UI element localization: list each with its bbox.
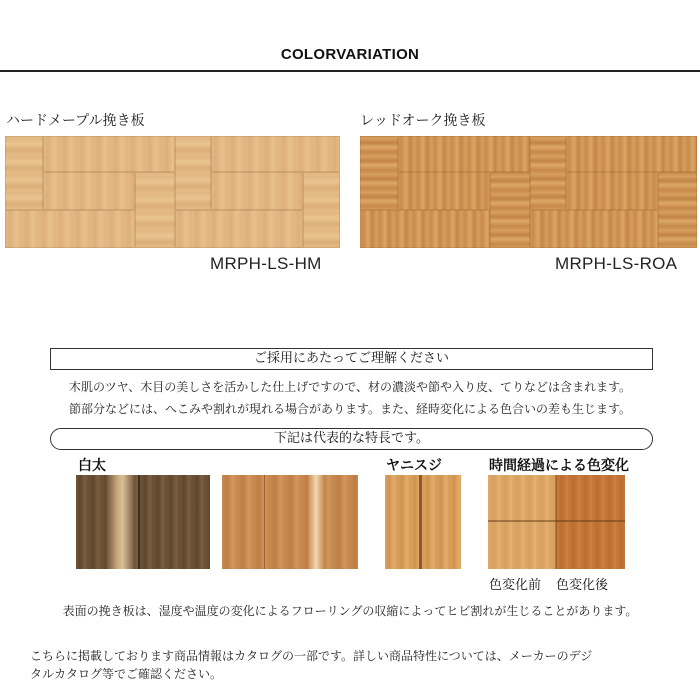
sapwood-photo-2 [222,475,358,569]
notice-line-2: 節部分などには、へこみや割れが現れる場合があります。また、経時変化による色合いの差も生じます。 [68,402,632,416]
title-divider [0,70,700,72]
variant-name-hard-maple: ハードメープル挽き板 [6,113,145,129]
swatch-hard-maple [5,136,340,248]
swatch-red-oak [360,136,697,248]
notice-line-1: 木肌のツヤ、木目の美しさを活かした仕上げですので、材の濃淡や節や入り皮、てりなどは含まれます。 [68,380,632,394]
crack-note: 表面の挽き板は、湿度や温度の変化によるフローリングの収縮によってヒビ割れが生じることがあります。 [62,604,638,618]
feature-label-resin-streak: ヤニスジ [386,458,442,474]
footer-line-1: こちらに掲載しております商品情報はカタログの一部です。詳しい商品特性については、メーカーのデジ [30,649,593,663]
product-code-red-oak: MRPH-LS-ROA [555,254,678,273]
product-code-hard-maple: MRPH-LS-HM [210,254,322,273]
color-change-photo [488,475,625,569]
footer-line-2: タルカタログ等でご確認ください。 [30,667,223,681]
variant-name-red-oak: レッドオーク挽き板 [360,113,486,129]
feature-label-sapwood: 白太 [78,458,106,474]
features-title: 下記は代表的な特長です。 [50,428,653,450]
caption-after: 色変化後 [556,578,609,593]
caption-before: 色変化前 [489,578,542,593]
sapwood-photo-1 [76,475,210,569]
notice-title: ご採用にあたってご理解ください [50,348,653,370]
feature-label-color-change: 時間経過による色変化 [489,458,629,474]
resin-streak-photo [385,475,461,569]
page-title: COLORVARIATION [280,46,420,63]
